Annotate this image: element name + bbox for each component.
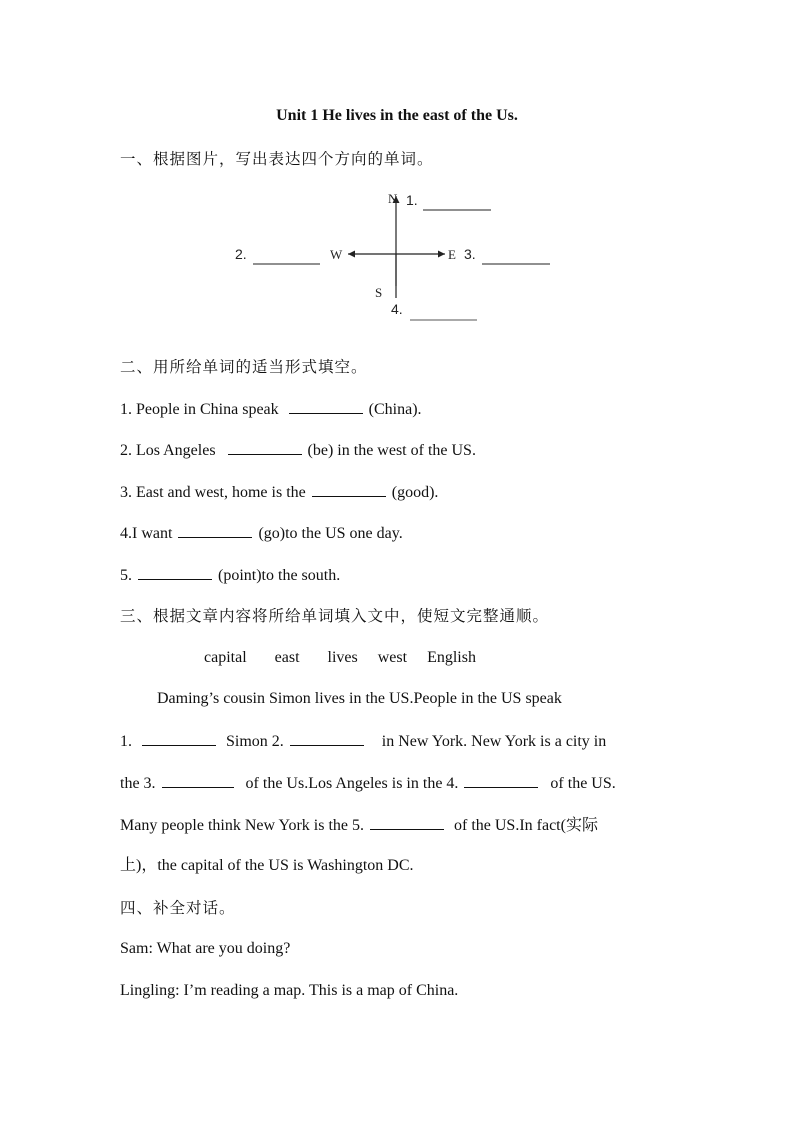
word-bank-item: west — [377, 649, 408, 666]
section1-heading: 一、根据图片，写出表达四个方向的单词。 — [120, 150, 434, 168]
dialogue-line-2: Lingling: I’m reading a map. This is a map of China. — [120, 982, 459, 999]
compass-diagram — [220, 186, 570, 326]
compass-n: N — [388, 191, 398, 206]
compass-label-2: 2. — [235, 246, 247, 262]
word-bank — [204, 648, 504, 668]
compass-label-1: 1. — [406, 192, 418, 208]
word-bank-item: capital — [204, 649, 247, 666]
worksheet-title: Unit 1 He lives in the east of the Us. — [276, 107, 518, 124]
compass-e: E — [448, 247, 456, 262]
passage-line-3: the 3. of the Us.Los Angeles is in the 4. of the US. — [120, 775, 616, 792]
word-bank-item: English — [427, 649, 476, 666]
word-bank-item: east — [274, 649, 300, 666]
section2-heading: 二、用所给单词的适当形式填空。 — [120, 358, 368, 376]
passage-line-4: Many people think New York is the 5. of the US.In fact(实际 — [120, 817, 598, 834]
section2-item-2: 2. Los Angeles (be) in the west of the US. — [120, 442, 476, 459]
passage-line-5: 上)，the capital of the US is Washington DC. — [120, 857, 414, 874]
section2-item-1: 1. People in China speak (China). — [120, 401, 422, 418]
section4-heading: 四、补全对话。 — [120, 899, 236, 917]
section2-item-3: 3. East and west, home is the (good). — [120, 484, 439, 501]
dialogue-line-1: Sam: What are you doing? — [120, 940, 291, 957]
compass-s: S — [375, 285, 383, 300]
passage-line-2: 1. Simon 2. in New York. New York is a city in — [120, 733, 607, 750]
word-bank-item: lives — [327, 649, 358, 666]
section2-item-4: 4.I want (go)to the US one day. — [120, 525, 403, 542]
compass-label-4: 4. — [391, 301, 403, 317]
section3-heading: 三、根据文章内容将所给单词填入文中，使短文完整通顺。 — [120, 607, 550, 625]
passage-line-1: Daming’s cousin Simon lives in the US.People in the US speak — [157, 690, 562, 707]
compass-label-3: 3. — [464, 246, 476, 262]
section2-item-5: 5. (point)to the south. — [120, 567, 341, 584]
compass-w: W — [330, 247, 343, 262]
